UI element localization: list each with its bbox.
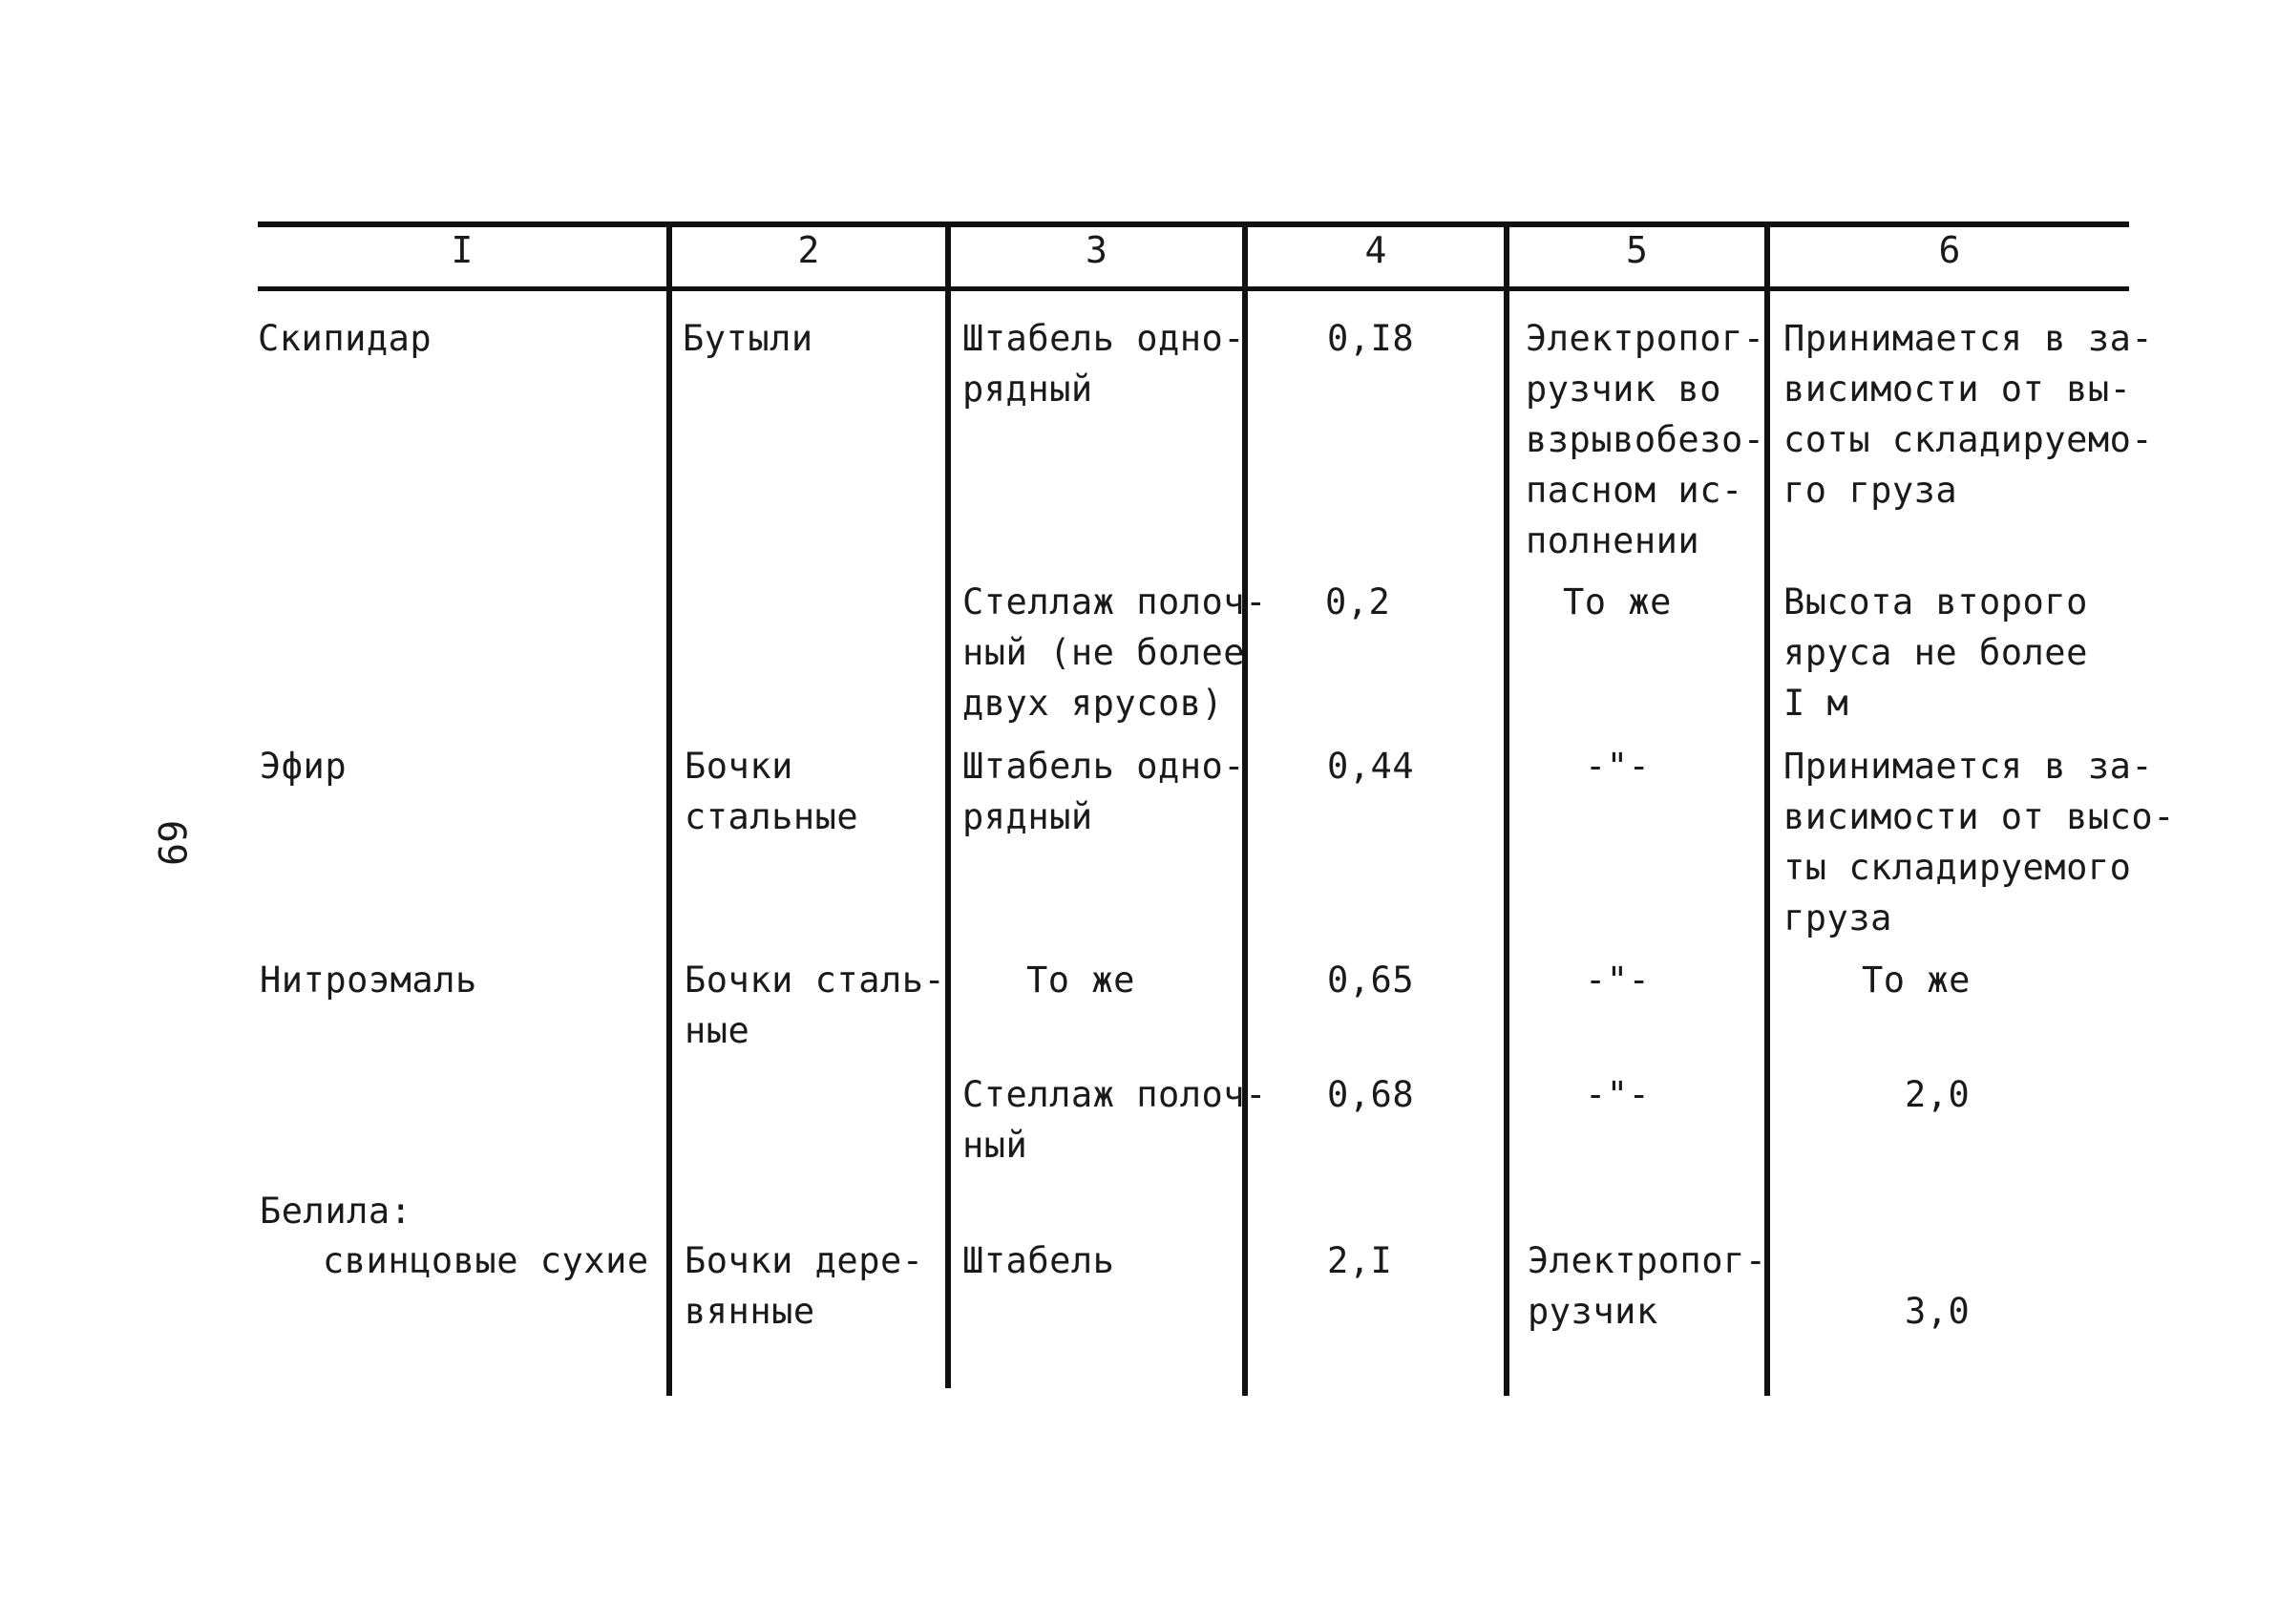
column-divider [1504,221,1509,1396]
header-cell: 2 [797,229,820,271]
cell-equipment: -"- [1585,960,1651,1001]
cell-value: 2,I [1327,1240,1393,1281]
cell-note: Принимается в за- висимости от вы- соты складируемо- го груза [1783,318,2154,511]
column-divider [666,221,672,1396]
cell-note: Принимается в за- висимости от высо- ты складируемого груза [1783,746,2175,939]
cell-note: 2,0 [1905,1074,1971,1115]
cell-substance: свинцовые сухие [323,1240,649,1281]
cell-equipment: Электропог- рузчик во взрывобезо- пасном ис- полнении [1526,318,1765,561]
cell-value: 0,44 [1327,746,1415,787]
cell-storage-method: Штабель одно- рядный [962,318,1246,410]
header-cell: 5 [1626,229,1648,271]
cell-note: То же [1862,960,1971,1001]
page-number: 69 [149,819,194,867]
table-top-rule [258,221,2129,227]
cell-substance: Скипидар [258,318,432,359]
cell-container: Бутыли [683,318,813,359]
header-cell: 4 [1364,229,1387,271]
cell-substance-group: Белила: [260,1191,412,1232]
cell-substance: Эфир [260,746,348,787]
cell-equipment: Электропог- рузчик [1528,1240,1767,1332]
header-bottom-rule [258,286,2129,291]
column-divider [945,221,951,1388]
cell-container: Бочки дере- вянные [685,1240,924,1332]
cell-note: Высота второго яруса не более I м [1783,581,2088,724]
cell-value: 0,68 [1327,1074,1415,1115]
cell-value: 0,65 [1327,960,1415,1001]
cell-storage-method: Штабель одно- рядный [962,746,1246,837]
header-cell: 3 [1086,229,1107,271]
cell-container: Бочки стальные [685,746,859,837]
column-divider [1764,221,1770,1396]
cell-value: 0,2 [1325,581,1391,622]
cell-note: 3,0 [1905,1291,1971,1332]
cell-equipment: То же [1563,581,1672,622]
cell-storage-method: Стеллаж полоч- ный (не более двух ярусов) [962,581,1267,724]
cell-value: 0,I8 [1327,318,1415,359]
cell-storage-method: Стеллаж полоч- ный [962,1074,1267,1166]
cell-container: Бочки сталь- ные [685,960,946,1051]
cell-equipment: -"- [1585,1074,1651,1115]
cell-equipment: -"- [1585,746,1651,787]
header-cell: I [451,229,474,271]
cell-substance: Нитроэмаль [260,960,477,1001]
cell-storage-method: Штабель [962,1240,1115,1281]
cell-storage-method: То же [1026,960,1135,1001]
header-cell: 6 [1938,229,1961,271]
